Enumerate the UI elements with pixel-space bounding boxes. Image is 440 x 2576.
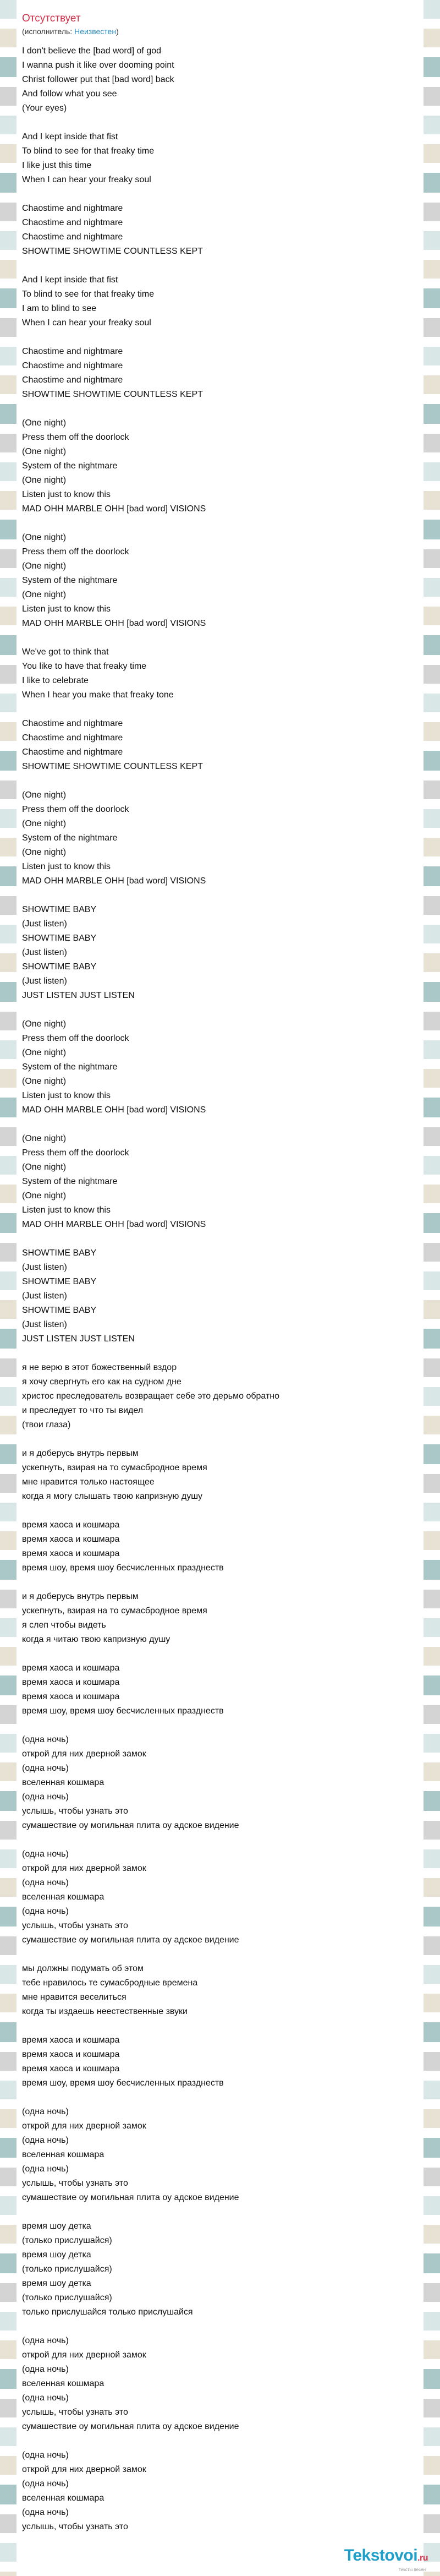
logo-name: Tekstovoi — [344, 2546, 418, 2564]
lyric-line: время хаоса и кошмара — [22, 2064, 120, 2073]
lyric-line: Chaostime and nightmare — [22, 375, 123, 385]
lyric-line: (Just listen) — [22, 1320, 67, 1329]
lyric-line: MAD OHH MARBLE OHH [bad word] VISIONS — [22, 876, 206, 886]
lyric-line: время шоу, время шоу бесчисленных празднеств — [22, 2078, 224, 2088]
lyric-line: I don't believe the [bad word] of god — [22, 46, 162, 56]
lyric-line: JUST LISTEN JUST LISTEN — [22, 1334, 135, 1344]
lyric-line: (одна ночь) — [22, 2164, 69, 2174]
lyric-line: I like just this time — [22, 161, 92, 170]
artist-suffix: ) — [116, 27, 119, 36]
lyric-line: (One night) — [22, 819, 67, 828]
lyric-line: (одна ночь) — [22, 2479, 69, 2488]
lyric-line: System of the nightmare — [22, 833, 118, 843]
lyric-line: SHOWTIME BABY — [22, 1248, 97, 1258]
lyric-line: MAD OHH MARBLE OHH [bad word] VISIONS — [22, 504, 206, 514]
lyric-line: мы должны подумать об этом — [22, 1964, 144, 1973]
lyric-line: (One night) — [22, 1163, 67, 1172]
lyric-line: я не верю в этот божественный вздор — [22, 1363, 177, 1372]
song-title: Отсутствует — [22, 13, 81, 24]
lyrics-stanza — [22, 201, 418, 259]
lyric-line: SHOWTIME SHOWTIME COUNTLESS KEPT — [22, 762, 203, 771]
lyric-line: (One night) — [22, 848, 67, 857]
lyric-line: время шоу детка — [22, 2250, 91, 2260]
lyric-line: время хаоса и кошмара — [22, 2050, 120, 2059]
lyric-line: я слеп чтобы видеть — [22, 1620, 106, 1630]
lyric-line: And I kept inside that fist — [22, 275, 118, 285]
lyric-line: (One night) — [22, 447, 67, 456]
lyric-line: System of the nightmare — [22, 1062, 118, 1072]
lyric-line: (одна ночь) — [22, 2451, 69, 2460]
lyric-line: время шоу, время шоу бесчисленных празднеств — [22, 1706, 224, 1716]
lyric-line: And I kept inside that fist — [22, 132, 118, 141]
lyrics-stanza — [22, 345, 418, 402]
lyrics-stanza — [22, 645, 418, 702]
lyric-line: время хаоса и кошмара — [22, 1692, 120, 1701]
lyric-line: System of the nightmare — [22, 461, 118, 471]
lyric-line: (Just listen) — [22, 976, 67, 986]
lyric-line: We've got to think that — [22, 647, 109, 657]
lyric-line: (Just listen) — [22, 948, 67, 957]
lyric-line: (One night) — [22, 533, 67, 542]
lyric-line: (только прислушайся) — [22, 2236, 112, 2245]
lyrics-stanza — [22, 717, 418, 774]
lyric-line: ускепнуть, взирая на то сумасбродное время — [22, 1606, 207, 1616]
lyric-line: сумашествие оу могильная плита оу адское видение — [22, 2422, 239, 2431]
lyric-line: SHOWTIME BABY — [22, 962, 97, 972]
lyric-line: (One night) — [22, 476, 67, 485]
lyric-line: время хаоса и кошмара — [22, 2035, 120, 2045]
lyrics-page — [22, 0, 418, 2548]
left-striped-border — [0, 0, 16, 2576]
lyric-line: время шоу, время шоу бесчисленных празднеств — [22, 1563, 224, 1573]
lyrics-stanza — [22, 1962, 418, 2019]
lyric-line: (одна ночь) — [22, 2107, 69, 2116]
lyric-line: вселенная кошмара — [22, 2493, 105, 2503]
lyric-line: JUST LISTEN JUST LISTEN — [22, 991, 135, 1000]
lyrics-stanza — [22, 2448, 418, 2534]
lyric-line: (одна ночь) — [22, 1792, 69, 1802]
lyrics-stanza — [22, 1132, 418, 1232]
lyric-line: (одна ночь) — [22, 2136, 69, 2145]
right-striped-border — [424, 0, 440, 2576]
lyric-line: I like to celebrate — [22, 676, 89, 685]
lyrics-stanza — [22, 788, 418, 888]
lyric-line: SHOWTIME BABY — [22, 1277, 97, 1286]
logo-wordmark — [344, 2547, 428, 2567]
lyric-line: время хаоса и кошмара — [22, 1663, 120, 1673]
lyric-line: (одна ночь) — [22, 1878, 69, 1887]
lyric-line: Chaostime and nightmare — [22, 218, 123, 227]
lyric-line: MAD OHH MARBLE OHH [bad word] VISIONS — [22, 619, 206, 628]
lyric-line: (Just listen) — [22, 1263, 67, 1272]
lyric-line: Chaostime and nightmare — [22, 204, 123, 213]
lyric-line: и я доберусь внутрь первым — [22, 1449, 139, 1458]
logo-tld: .ru — [417, 2553, 428, 2563]
lyric-line: (One night) — [22, 1019, 67, 1029]
lyrics-stanza — [22, 903, 418, 1003]
lyric-line: Press them off the doorlock — [22, 433, 129, 442]
lyric-line: I wanna push it like over dooming point — [22, 61, 174, 70]
lyric-line: я хочу свергнуть его как на судном дне — [22, 1377, 182, 1387]
lyric-line: To blind to see for that freaky time — [22, 290, 155, 299]
lyric-line: Listen just to know this — [22, 490, 111, 499]
lyric-line: (Just listen) — [22, 919, 67, 929]
lyric-line: Press them off the doorlock — [22, 1034, 129, 1043]
lyric-line: когда ты издаешь неестественные звуки — [22, 2007, 188, 2016]
lyric-line: To blind to see for that freaky time — [22, 146, 155, 156]
lyrics-stanza — [22, 1017, 418, 1117]
lyric-line: вселенная кошмара — [22, 1778, 105, 1787]
lyrics-stanza — [22, 2219, 418, 2320]
lyric-line: вселенная кошмара — [22, 1892, 105, 1902]
lyric-line: услышь, чтобы узнать это — [22, 2179, 128, 2188]
lyrics-stanza — [22, 1733, 418, 1833]
lyric-line: (One night) — [22, 1134, 67, 1143]
lyrics-stanza — [22, 273, 418, 330]
lyric-line: (One night) — [22, 1191, 67, 1200]
lyric-line: SHOWTIME BABY — [22, 905, 97, 914]
lyrics-stanza — [22, 1661, 418, 1718]
lyric-line: SHOWTIME SHOWTIME COUNTLESS KEPT — [22, 247, 203, 256]
lyric-line: You like to have that freaky time — [22, 662, 147, 671]
lyric-line: (One night) — [22, 1077, 67, 1086]
lyric-line: Chaostime and nightmare — [22, 361, 123, 370]
site-logo[interactable] — [344, 2547, 428, 2573]
lyric-line: только прислушайся только прислушайся — [22, 2307, 193, 2317]
lyric-line: и преследует то что ты видел — [22, 1406, 144, 1415]
lyric-line: услышь, чтобы узнать это — [22, 2522, 128, 2531]
lyric-line: время хаоса и кошмара — [22, 1535, 120, 1544]
lyric-line: сумашествие оу могильная плита оу адское видение — [22, 1821, 239, 1830]
lyrics-stanza — [22, 1246, 418, 1346]
lyric-line: Listen just to know this — [22, 1091, 111, 1100]
lyric-line: SHOWTIME BABY — [22, 1306, 97, 1315]
lyric-line: (одна ночь) — [22, 1735, 69, 1744]
lyric-line: (One night) — [22, 418, 67, 428]
lyric-line: (одна ночь) — [22, 1764, 69, 1773]
lyric-line: (одна ночь) — [22, 1849, 69, 1859]
lyric-line: SHOWTIME SHOWTIME COUNTLESS KEPT — [22, 390, 203, 399]
lyric-line: Christ follower put that [bad word] back — [22, 75, 174, 84]
lyric-line: Chaostime and nightmare — [22, 719, 123, 728]
lyric-line: (One night) — [22, 790, 67, 800]
lyric-line: и я доберусь внутрь первым — [22, 1592, 139, 1601]
lyric-line: Press them off the doorlock — [22, 805, 129, 814]
lyric-line: вселенная кошмара — [22, 2150, 105, 2159]
lyric-line: (Your eyes) — [22, 103, 67, 113]
lyrics-stanza — [22, 1847, 418, 1947]
lyric-line: христос преследователь возвращает себе это дерьмо обратно — [22, 1391, 280, 1401]
lyric-line: System of the nightmare — [22, 576, 118, 585]
lyric-line: I am to blind to see — [22, 304, 97, 313]
lyric-line: (одна ночь) — [22, 2336, 69, 2345]
lyric-line: Chaostime and nightmare — [22, 733, 123, 743]
lyric-line: ускепнуть, взирая на то сумасбродное время — [22, 1463, 207, 1472]
lyric-line: открой для них дверной замок — [22, 1864, 146, 1873]
lyric-line: Listen just to know this — [22, 862, 111, 871]
lyric-line: вселенная кошмара — [22, 2379, 105, 2388]
lyric-line: Press them off the doorlock — [22, 547, 129, 556]
lyric-line: открой для них дверной замок — [22, 2465, 146, 2474]
lyric-line: услышь, чтобы узнать это — [22, 1807, 128, 1816]
lyric-line: When I hear you make that freaky tone — [22, 690, 174, 700]
lyric-line: (одна ночь) — [22, 2393, 69, 2403]
lyric-line: MAD OHH MARBLE OHH [bad word] VISIONS — [22, 1220, 206, 1229]
lyric-line: (только прислушайся) — [22, 2293, 112, 2302]
lyric-line: SHOWTIME BABY — [22, 934, 97, 943]
artist-prefix: (исполнитель: — [22, 27, 75, 36]
artist-link[interactable]: Неизвестен — [74, 27, 117, 36]
lyric-line: When I can hear your freaky soul — [22, 175, 151, 184]
lyrics-stanza — [22, 531, 418, 631]
lyric-line: сумашествие оу могильная плита оу адское видение — [22, 1935, 239, 1945]
lyric-line: услышь, чтобы узнать это — [22, 2408, 128, 2417]
lyric-line: открой для них дверной замок — [22, 1749, 146, 1759]
lyrics-stanza — [22, 2334, 418, 2434]
lyric-line: когда я могу слышать твою капризную душу — [22, 1492, 203, 1501]
lyric-line: When I can hear your freaky soul — [22, 318, 151, 328]
lyric-line: (One night) — [22, 590, 67, 599]
lyric-line: время хаоса и кошмара — [22, 1549, 120, 1558]
logo-tagline: тексты песен — [399, 2567, 426, 2572]
lyrics-stanza — [22, 1447, 418, 1504]
lyric-line: MAD OHH MARBLE OHH [bad word] VISIONS — [22, 1105, 206, 1115]
lyrics-stanza — [22, 130, 418, 187]
lyric-line: Listen just to know this — [22, 604, 111, 614]
lyric-line: Chaostime and nightmare — [22, 232, 123, 242]
lyric-line: время шоу детка — [22, 2279, 91, 2288]
lyric-line: Chaostime and nightmare — [22, 347, 123, 356]
lyric-line: (твои глаза) — [22, 1420, 71, 1429]
lyric-line: мне нравится только настоящее — [22, 1477, 155, 1487]
lyrics-stanza — [22, 1361, 418, 1432]
lyrics-stanza — [22, 1590, 418, 1647]
lyric-line: (One night) — [22, 1048, 67, 1057]
lyric-line: когда я читаю твою капризную душу — [22, 1635, 170, 1644]
artist-line — [22, 26, 418, 36]
lyrics-stanza — [22, 1518, 418, 1575]
lyrics-stanza — [22, 416, 418, 516]
lyric-line: время хаоса и кошмара — [22, 1678, 120, 1687]
lyric-line: (Just listen) — [22, 1291, 67, 1301]
lyric-line: (One night) — [22, 561, 67, 571]
lyric-line: (только прислушайся) — [22, 2264, 112, 2274]
lyrics-stanza — [22, 2033, 418, 2091]
lyrics-stanza — [22, 2105, 418, 2205]
lyric-line: сумашествие оу могильная плита оу адское видение — [22, 2193, 239, 2202]
lyric-line: Chaostime and nightmare — [22, 747, 123, 757]
lyric-line: And follow what you see — [22, 89, 117, 99]
lyric-line: (одна ночь) — [22, 2365, 69, 2374]
lyric-line: (одна ночь) — [22, 1907, 69, 1916]
lyric-line: тебе нравилось те сумасбродные времена — [22, 1978, 198, 1988]
lyrics-stanza — [22, 44, 418, 116]
lyrics-body — [22, 44, 418, 2534]
lyric-line: Listen just to know this — [22, 1205, 111, 1215]
lyric-line: открой для них дверной замок — [22, 2121, 146, 2131]
lyric-line: услышь, чтобы узнать это — [22, 1921, 128, 1930]
lyric-line: System of the nightmare — [22, 1177, 118, 1186]
lyric-line: (одна ночь) — [22, 2508, 69, 2517]
lyric-line: время шоу детка — [22, 2222, 91, 2231]
lyric-line: мне нравится веселиться — [22, 1993, 127, 2002]
lyric-line: время хаоса и кошмара — [22, 1520, 120, 1530]
song-header — [22, 0, 418, 36]
lyric-line: Press them off the doorlock — [22, 1148, 129, 1158]
lyric-line: открой для них дверной замок — [22, 2350, 146, 2360]
